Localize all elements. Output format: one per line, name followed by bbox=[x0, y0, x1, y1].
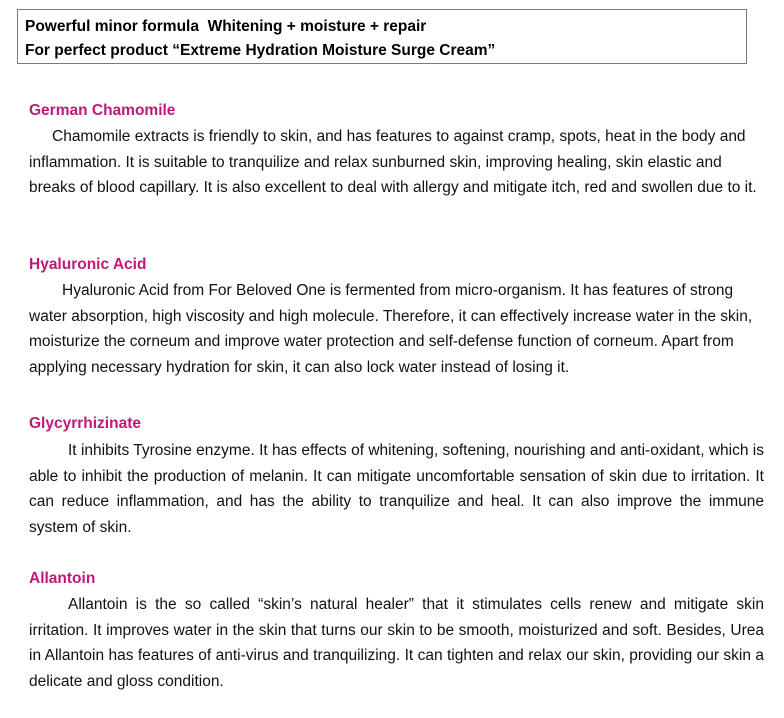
section-allantoin bbox=[29, 569, 764, 694]
section-title: Hyaluronic Acid bbox=[29, 256, 147, 273]
header-box bbox=[17, 9, 747, 64]
section-title: Allantoin bbox=[29, 570, 96, 587]
section-glycyrrhizinate bbox=[29, 414, 764, 540]
section-title: Glycyrrhizinate bbox=[29, 415, 141, 432]
section-body: It inhibits Tyrosine enzyme. It has effects of whitening, softening, nourishing and anti-oxidant, which is able to inhibit the production of melanin. It can mitigate uncomfortable sensation of skin due to irritation. It can reduce inflammation, and has the ability to tranquilize and heal. It can also improve the immune system of skin. bbox=[29, 442, 764, 536]
section-title: German Chamomile bbox=[29, 102, 176, 119]
section-german-chamomile bbox=[29, 101, 764, 201]
section-hyaluronic-acid bbox=[29, 255, 764, 380]
section-body: Hyaluronic Acid from For Beloved One is fermented from micro-organism. It has features of strong water absorption, high viscosity and high molecule. Therefore, it can effectively increase water in the skin, moisturize the corneum and improve water protection and self-defense function of corneum. Apart from applying necessary hydration for skin, it can also lock water instead of losing it. bbox=[29, 282, 753, 376]
header-line-1: Powerful minor formula Whitening + moisture + repair bbox=[25, 18, 427, 35]
header-line-2: For perfect product “Extreme Hydration Moisture Surge Cream” bbox=[25, 42, 496, 59]
section-body: Allantoin is the so called “skin’s natural healer” that it stimulates cells renew and mitigate skin irritation. It improves water in the skin that turns our skin to be smooth, moisturized and soft. Besides, Urea in Allantoin has features of anti-virus and tranquilizing. It can tighten and relax our skin, providing our skin a delicate and gloss condition. bbox=[29, 596, 764, 690]
section-body: Chamomile extracts is friendly to skin, and has features to against cramp, spots, heat in the body and inflammation. It is suitable to tranquilize and relax sunburned skin, improving healing, skin elastic and breaks of blood capillary. It is also excellent to deal with allergy and mitigate itch, red and swollen due to it. bbox=[29, 128, 757, 196]
